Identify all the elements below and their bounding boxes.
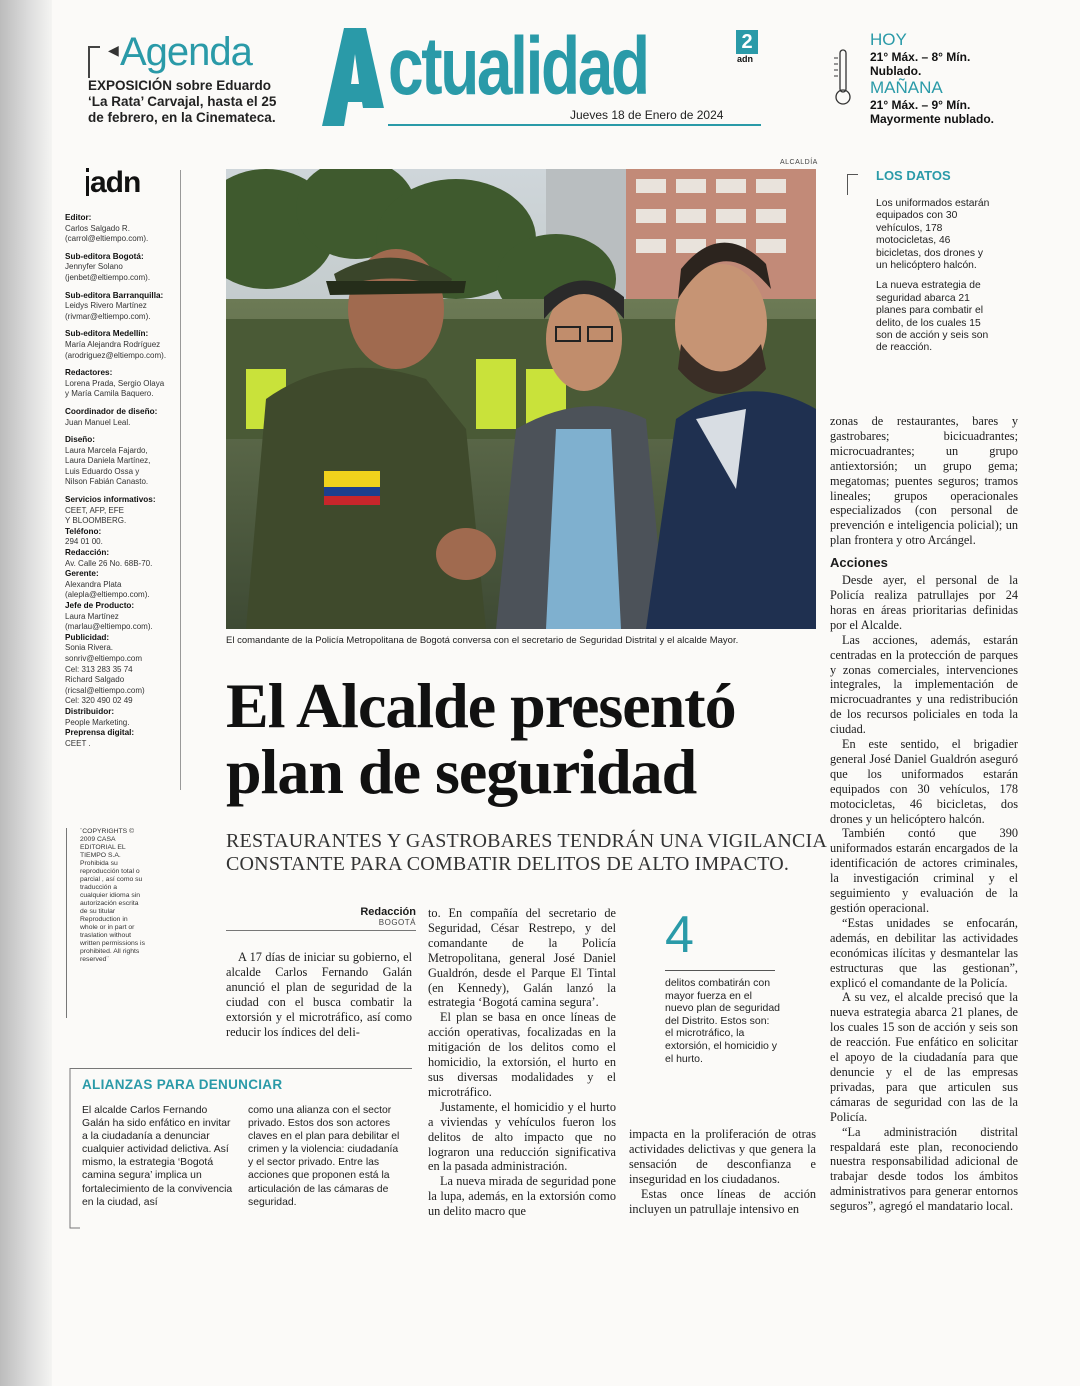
credit-line: Av. Calle 26 No. 68B-70. <box>65 558 153 568</box>
article-column-2 <box>428 906 616 1219</box>
credit-block <box>65 548 183 569</box>
paragraph: to. En compañía del secretario de Seguridad, César Restrepo, y del comandante de la Policía Metropolitana, general José Daniel Gualdrón, desde el Parque El Tintal (en Kennedy), Galán lanzó la estrategia ‘Bogotá camina segura’. <box>428 906 616 1010</box>
article-headline: El Alcalde presentó plan de seguridad <box>226 670 736 807</box>
alliance-column-1: El alcalde Carlos Fernando Galán ha sido enfático en invitar a la ciudadanía a denunciar cualquier actividad delictiva. Así mismo, la estrategia ‘Bogotá camina segura’ implica un fortalecimiento de la convivencia en la ciudad, así <box>82 1105 233 1208</box>
datos-bracket <box>847 174 858 195</box>
subheading-acciones: Acciones <box>830 555 888 571</box>
credit-block <box>65 291 183 330</box>
article-column-1 <box>226 950 412 1039</box>
credit-line: Luis Eduardo Ossa y <box>65 466 140 476</box>
credit-role: Servicios informativos: <box>65 495 156 505</box>
credit-role: Gerente: <box>65 569 99 579</box>
credit-line: Lorena Prada, Sergio Olaya <box>65 378 165 388</box>
byline-author: Redacción <box>360 906 416 918</box>
credit-block <box>65 329 183 368</box>
credit-line: (rivmar@eltiempo.com). <box>65 311 151 321</box>
credit-line: y María Camila Baquero. <box>65 389 154 399</box>
credit-line: Cel: 320 490 02 49 <box>65 696 133 706</box>
paragraph: La nueva mirada de seguridad pone la lupa, además, en la extorsión como un delito macro que <box>428 1174 616 1219</box>
byline-rule <box>226 930 416 931</box>
paragraph: Estas once líneas de acción incluyen un patrullaje intensivo en <box>629 1186 816 1216</box>
datos-paragraph: La nueva estrategia de seguridad abarca 21 planes para combatir el delito, de los cuales 15 son de acción y seis son de reacción. <box>876 280 989 354</box>
credit-line: Richard Salgado <box>65 675 125 685</box>
credit-block <box>65 728 183 749</box>
credit-line: (ricsal@eltiempo.com) <box>65 685 145 695</box>
credit-block <box>65 707 183 728</box>
credit-line: (marlau@eltiempo.com). <box>65 622 153 632</box>
fact-number: 4 <box>665 906 694 964</box>
masthead-a-logo <box>322 28 388 126</box>
paragraph: El plan se basa en once líneas de acción operativas, focalizadas en la mitigación de los delitos como el homicidio, la extorsión, el hurto en sus diversas modalidades y el microtráfico. <box>428 1010 616 1099</box>
paragraph: En este sentido, el brigadier general José Daniel Gualdrón aseguró que los uniformados estarán equipados con 30 vehículos, 178 motocicletas, 46 bicicletas, dos drones y un helicóptero halcón. <box>830 737 1018 826</box>
credit-role: Sub-editora Barranquilla: <box>65 290 164 300</box>
credit-block <box>65 527 183 548</box>
credit-line: CEET . <box>65 738 91 748</box>
copyright-bracket <box>66 828 73 1018</box>
article-subhead: RESTAURANTES Y GASTROBARES TENDRÁN UNA VIGILANCIA CONSTANTE PARA COMBATIR DELITOS DE ALTO IMPACTO. <box>226 830 826 875</box>
credit-line: CEET, AFP, EFE <box>65 505 124 515</box>
credit-block <box>65 213 183 252</box>
paragraph: Las acciones, además, estarán centradas en la protección de parques y zonas comerciales, intervenciones integrales, la implementación de microcuadrantes y una redistribución de los recursos policiales en toda la ciudad. <box>830 632 1018 737</box>
staff-credits <box>65 213 183 749</box>
alliance-title: ALIANZAS PARA DENUNCIAR <box>82 1077 283 1092</box>
paragraph: Desde ayer, el personal de la Policía realiza patrullajes por 24 horas en áreas prioritarias definidas por el Alcalde. <box>830 573 1018 632</box>
credit-line: Sonia Rivera. <box>65 643 114 653</box>
masthead-rule <box>388 124 761 126</box>
thermometer-icon <box>834 48 852 106</box>
credit-role: Publicidad: <box>65 632 110 642</box>
masthead-section-title: ctualidad <box>388 21 648 112</box>
agenda-bracket <box>88 46 100 78</box>
agenda-title: Agenda <box>120 30 252 74</box>
datos-title: LOS DATOS <box>876 168 951 183</box>
credit-role: Redactores: <box>65 368 113 378</box>
agenda-text: EXPOSICIÓN sobre Eduardo ‘La Rata’ Carvajal, hasta el 25 de febrero, en la Cinemateca. <box>88 78 277 125</box>
weather-tomorrow-label: MAÑANA <box>870 78 943 97</box>
credit-line: sonriv@eltiempo.com <box>65 653 143 663</box>
paragraph: zonas de restaurantes, bares y gastrobares; bicicuadrantes; microcuadrantes; un grupo antiextorsión; un grupo gema; megatomas; puentes seguros; tramos lineales; grupos operacionales especializados (con personal de prevención e inteligencia policial); un plan frontera y otro Arcángel. <box>830 414 1018 548</box>
credit-line: (alepla@eltiempo.com). <box>65 590 150 600</box>
credit-line: Juan Manuel Leal. <box>65 417 131 427</box>
credit-role: Editor: <box>65 213 92 222</box>
credit-role: Preprensa digital: <box>65 728 135 738</box>
weather-today-label: HOY <box>870 30 907 49</box>
credit-line: María Alejandra Rodríguez <box>65 339 161 349</box>
credit-role: Sub-editora Bogotá: <box>65 251 144 261</box>
copyright-notice: ¨COPYRIGHTS © 2009 CASA EDITORIAL EL TIEMPO S.A. Prohibida su reproducción total o parcial , así como su traducción a cualquier idioma sin autorización escrita de su titular Reproduction in whole or in part or traslation without written permissions is prohibited. All rights reserved¨ <box>80 828 145 963</box>
credit-block <box>65 495 183 527</box>
page-brand: adn <box>737 54 754 64</box>
credit-line: Laura Daniela Martínez, <box>65 456 151 466</box>
credit-block <box>65 633 183 707</box>
fact-rule <box>665 970 775 971</box>
paragraph: A su vez, el alcalde precisó que la nueva estrategia abarca 21 planes, de los cuales 15 son de acción y seis son de reacción. Fue enfático en solicitar el apoyo de la ciudadanía para que denuncie y el de las empresas privadas, para que articulen sus cámaras de seguridad con las de la Policía. <box>830 990 1018 1124</box>
paragraph: impacta en la proliferación de otras actividades delictivas y que genera la sensación de desconfianza e inseguridad en los ciudadanos. <box>629 1127 816 1186</box>
byline <box>226 906 416 927</box>
masthead-date: Jueves 18 de Enero de 2024 <box>570 108 724 122</box>
datos-text <box>876 198 994 363</box>
credit-line: Laura Marcela Fajardo, <box>65 445 148 455</box>
paragraph: También contó que 390 uniformados estarán encargados de la identificación de actores criminales, la investigación criminal y el seguimiento y evaluación de la gestión operacional. <box>830 826 1018 915</box>
article-column-4 <box>830 414 1018 1214</box>
credit-role: Diseño: <box>65 435 96 445</box>
credit-block <box>65 407 183 435</box>
credit-line: (carrol@eltiempo.com). <box>65 234 149 244</box>
credit-line: People Marketing. <box>65 717 130 727</box>
credit-line: 294 01 00. <box>65 537 103 547</box>
credit-role: Sub-editora Medellín: <box>65 329 149 339</box>
paragraph: A 17 días de iniciar su gobierno, el alcalde Carlos Fernando Galán anunció el plan de seguridad de la ciudad con el busca combatir la extorsión y el microtráfico, así como reducir los índices del deli- <box>226 950 412 1039</box>
credit-block <box>65 569 183 601</box>
weather-tomorrow-text: 21° Máx. – 9° Mín. Mayormente nublado. <box>870 98 995 126</box>
credit-line: Carlos Salgado R. <box>65 223 130 233</box>
paragraph: “Estas unidades se enfocarán, además, en debilitar las actividades económicas ilícitas y desmantelar las estructuras que las gestionan”, explicó el comandante de la Policía. <box>830 915 1018 990</box>
alliance-column-2: como una alianza con el sector privado. Estos dos son actores claves en el plan para debilitar el crimen y la violencia: ciudadanía y el sector privado. Entre las acciones que proponen está la articulación de las cámaras de seguridad. <box>248 1105 400 1208</box>
photo-caption: El comandante de la Policía Metropolitana de Bogotá conversa con el secretario de Seguridad Distrital y el alcalde Mayor. <box>226 635 739 646</box>
credit-line: Laura Martínez <box>65 611 119 621</box>
photo-credit: ALCALDÍA <box>780 159 818 166</box>
datos-paragraph: Los uniformados estarán equipados con 30 vehículos, 178 motocicletas, 46 bicicletas, dos drones y un helicóptero halcón. <box>876 198 990 272</box>
credit-line: Leidys Rivero Martínez <box>65 301 147 311</box>
paragraph: Justamente, el homicidio y el hurto a viviendas y vehículos fueron los delitos de alto impacto que no lograron una reducción significativa en la pasada administración. <box>428 1099 616 1174</box>
credit-block <box>65 601 183 633</box>
credit-role: Distribuidor: <box>65 706 115 716</box>
adn-logo: adn <box>90 166 141 199</box>
credit-line: (arodriguez@eltiempo.com). <box>65 350 167 360</box>
news-photo <box>226 169 816 629</box>
byline-location: BOGOTÁ <box>378 918 416 927</box>
page-binding-shadow <box>0 0 52 1386</box>
credit-role: Jefe de Producto: <box>65 601 135 610</box>
paragraph: “La administración distrital respaldará este plan, reconociendo nuestra responsabilidad adicional de trabajar desde todos los ámbitos administrativos para generar entornos seguros”, agregó el mandatario local. <box>830 1124 1018 1214</box>
credit-role: Teléfono: <box>65 526 102 536</box>
credit-block <box>65 368 183 407</box>
credit-line: Alexandra Plata <box>65 579 122 589</box>
credit-line: Cel: 313 283 35 74 <box>65 664 133 674</box>
adn-logo-mark <box>86 168 89 196</box>
credit-block <box>65 435 183 495</box>
credit-block <box>65 252 183 291</box>
article-column-3 <box>629 1127 816 1216</box>
credit-role: Coordinador de diseño: <box>65 406 158 416</box>
fact-text: delitos combatirán con mayor fuerza en el nuevo plan de seguridad del Distrito. Estos son: el microtráfico, la extorsión, el homicidio y el hurto. <box>665 977 781 1065</box>
credit-line: Y BLOOMBERG. <box>65 516 127 526</box>
credit-role: Redacción: <box>65 548 110 558</box>
page-number: 2 <box>736 30 758 54</box>
credit-line: (jenbet@eltiempo.com). <box>65 272 151 282</box>
weather-today-text: 21° Máx. – 8° Mín. Nublado. <box>870 50 971 78</box>
credit-line: Nilson Fabián Canasto. <box>65 477 149 487</box>
agenda-arrow-icon: ◀ <box>108 42 119 58</box>
credit-line: Jennyfer Solano <box>65 262 123 272</box>
